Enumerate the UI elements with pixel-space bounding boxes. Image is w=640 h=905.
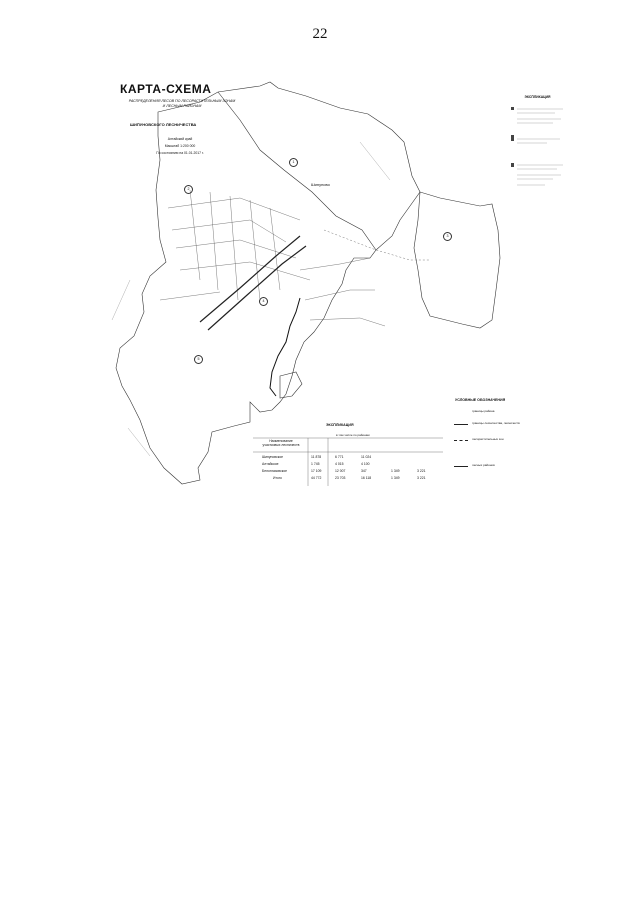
- row-c2: 4 100: [361, 462, 370, 466]
- row-c1: 23 703: [335, 476, 346, 480]
- legend-line-symbol: [454, 440, 468, 441]
- table-row-total: [253, 476, 448, 482]
- zone-marker: 4: [259, 297, 268, 306]
- row-c4: 3 221: [417, 476, 426, 480]
- village-label: Шипуново: [311, 182, 330, 187]
- map-date: По состоянию на 01.01.2017 г.: [156, 151, 204, 155]
- row-c4: 3 221: [417, 469, 426, 473]
- row-name: Итого: [273, 476, 282, 480]
- road: [324, 230, 430, 260]
- river: [270, 298, 300, 396]
- map-region-block: [150, 136, 210, 157]
- explication-title: ЭКСПЛИКАЦИЯ: [326, 423, 354, 427]
- map-subtitle-line2: И ЛЕСНЫМ РАЙОНАМ: [162, 103, 202, 108]
- row-c1: 12 007: [335, 469, 346, 473]
- zone-marker: 1: [289, 158, 298, 167]
- map-scale: Масштаб 1:200 000: [164, 144, 196, 148]
- neighbour-boundaries: [112, 142, 390, 456]
- legend-line-symbol: [454, 424, 468, 425]
- explication-subheader: в том числе по районам: [336, 433, 370, 437]
- row-c3: 1 349: [391, 476, 400, 480]
- forestry-name: ШИПУНОВСКОГО ЛЕСНИЧЕСТВА: [130, 122, 197, 127]
- row-c3: 1 349: [391, 469, 400, 473]
- explication-column-header: Наименование участковых лесничеств: [262, 439, 300, 447]
- map-title: КАРТА-СХЕМА: [120, 82, 212, 96]
- compartment-grid: [160, 190, 385, 326]
- zone-marker: 5: [194, 355, 203, 364]
- southern-loop: [280, 372, 302, 398]
- table-row: [253, 462, 448, 468]
- explication-table: [248, 418, 448, 488]
- row-c1: 4 015: [335, 462, 344, 466]
- page-number: 22: [312, 26, 328, 42]
- table-row: [253, 455, 448, 461]
- zone-marker: 2: [184, 185, 193, 194]
- legend-item: лесных районов: [472, 463, 495, 467]
- row-c2: 347: [361, 469, 367, 473]
- zone-marker: 3: [443, 232, 452, 241]
- legend-item: границы лесничества, лесничеств: [472, 421, 520, 425]
- row-total: 17 109: [311, 469, 322, 473]
- legend-item: лесорастительных зон: [472, 437, 504, 441]
- legend-line-symbol: [454, 466, 468, 467]
- map-subtitle: [112, 99, 252, 108]
- row-c2: 11 024: [361, 455, 372, 459]
- legend-conventional-signs: [452, 396, 567, 488]
- north-block-boundary: [218, 92, 376, 250]
- row-total: 44 772: [311, 476, 322, 480]
- legend-box-top: [505, 92, 570, 200]
- row-c1: 6 771: [335, 455, 344, 459]
- row-name: Шипуновское: [262, 455, 284, 459]
- ribbon-forest: [200, 236, 306, 330]
- row-name: Алтайское: [262, 462, 279, 466]
- map-subtitle-line1: РАСПРЕДЕЛЕНИЯ ЛЕСОВ ПО ЛЕСОРАСТИТЕЛЬНЫМ ЗОНАМ: [128, 99, 236, 103]
- row-total: 11 878: [311, 455, 322, 459]
- legend-symbols: [505, 99, 570, 199]
- row-name: Белоглазовское: [262, 469, 288, 473]
- table-row: [253, 469, 448, 475]
- region-name: Алтайский край: [167, 137, 193, 141]
- row-c2: 16 118: [361, 476, 372, 480]
- row-total: 1 745: [311, 462, 320, 466]
- legend-title: ЭКСПЛИКАЦИЯ: [524, 95, 551, 99]
- legend-right-title: УСЛОВНЫЕ ОБОЗНАЧЕНИЯ: [455, 398, 506, 402]
- legend-item: границы района: [472, 409, 495, 413]
